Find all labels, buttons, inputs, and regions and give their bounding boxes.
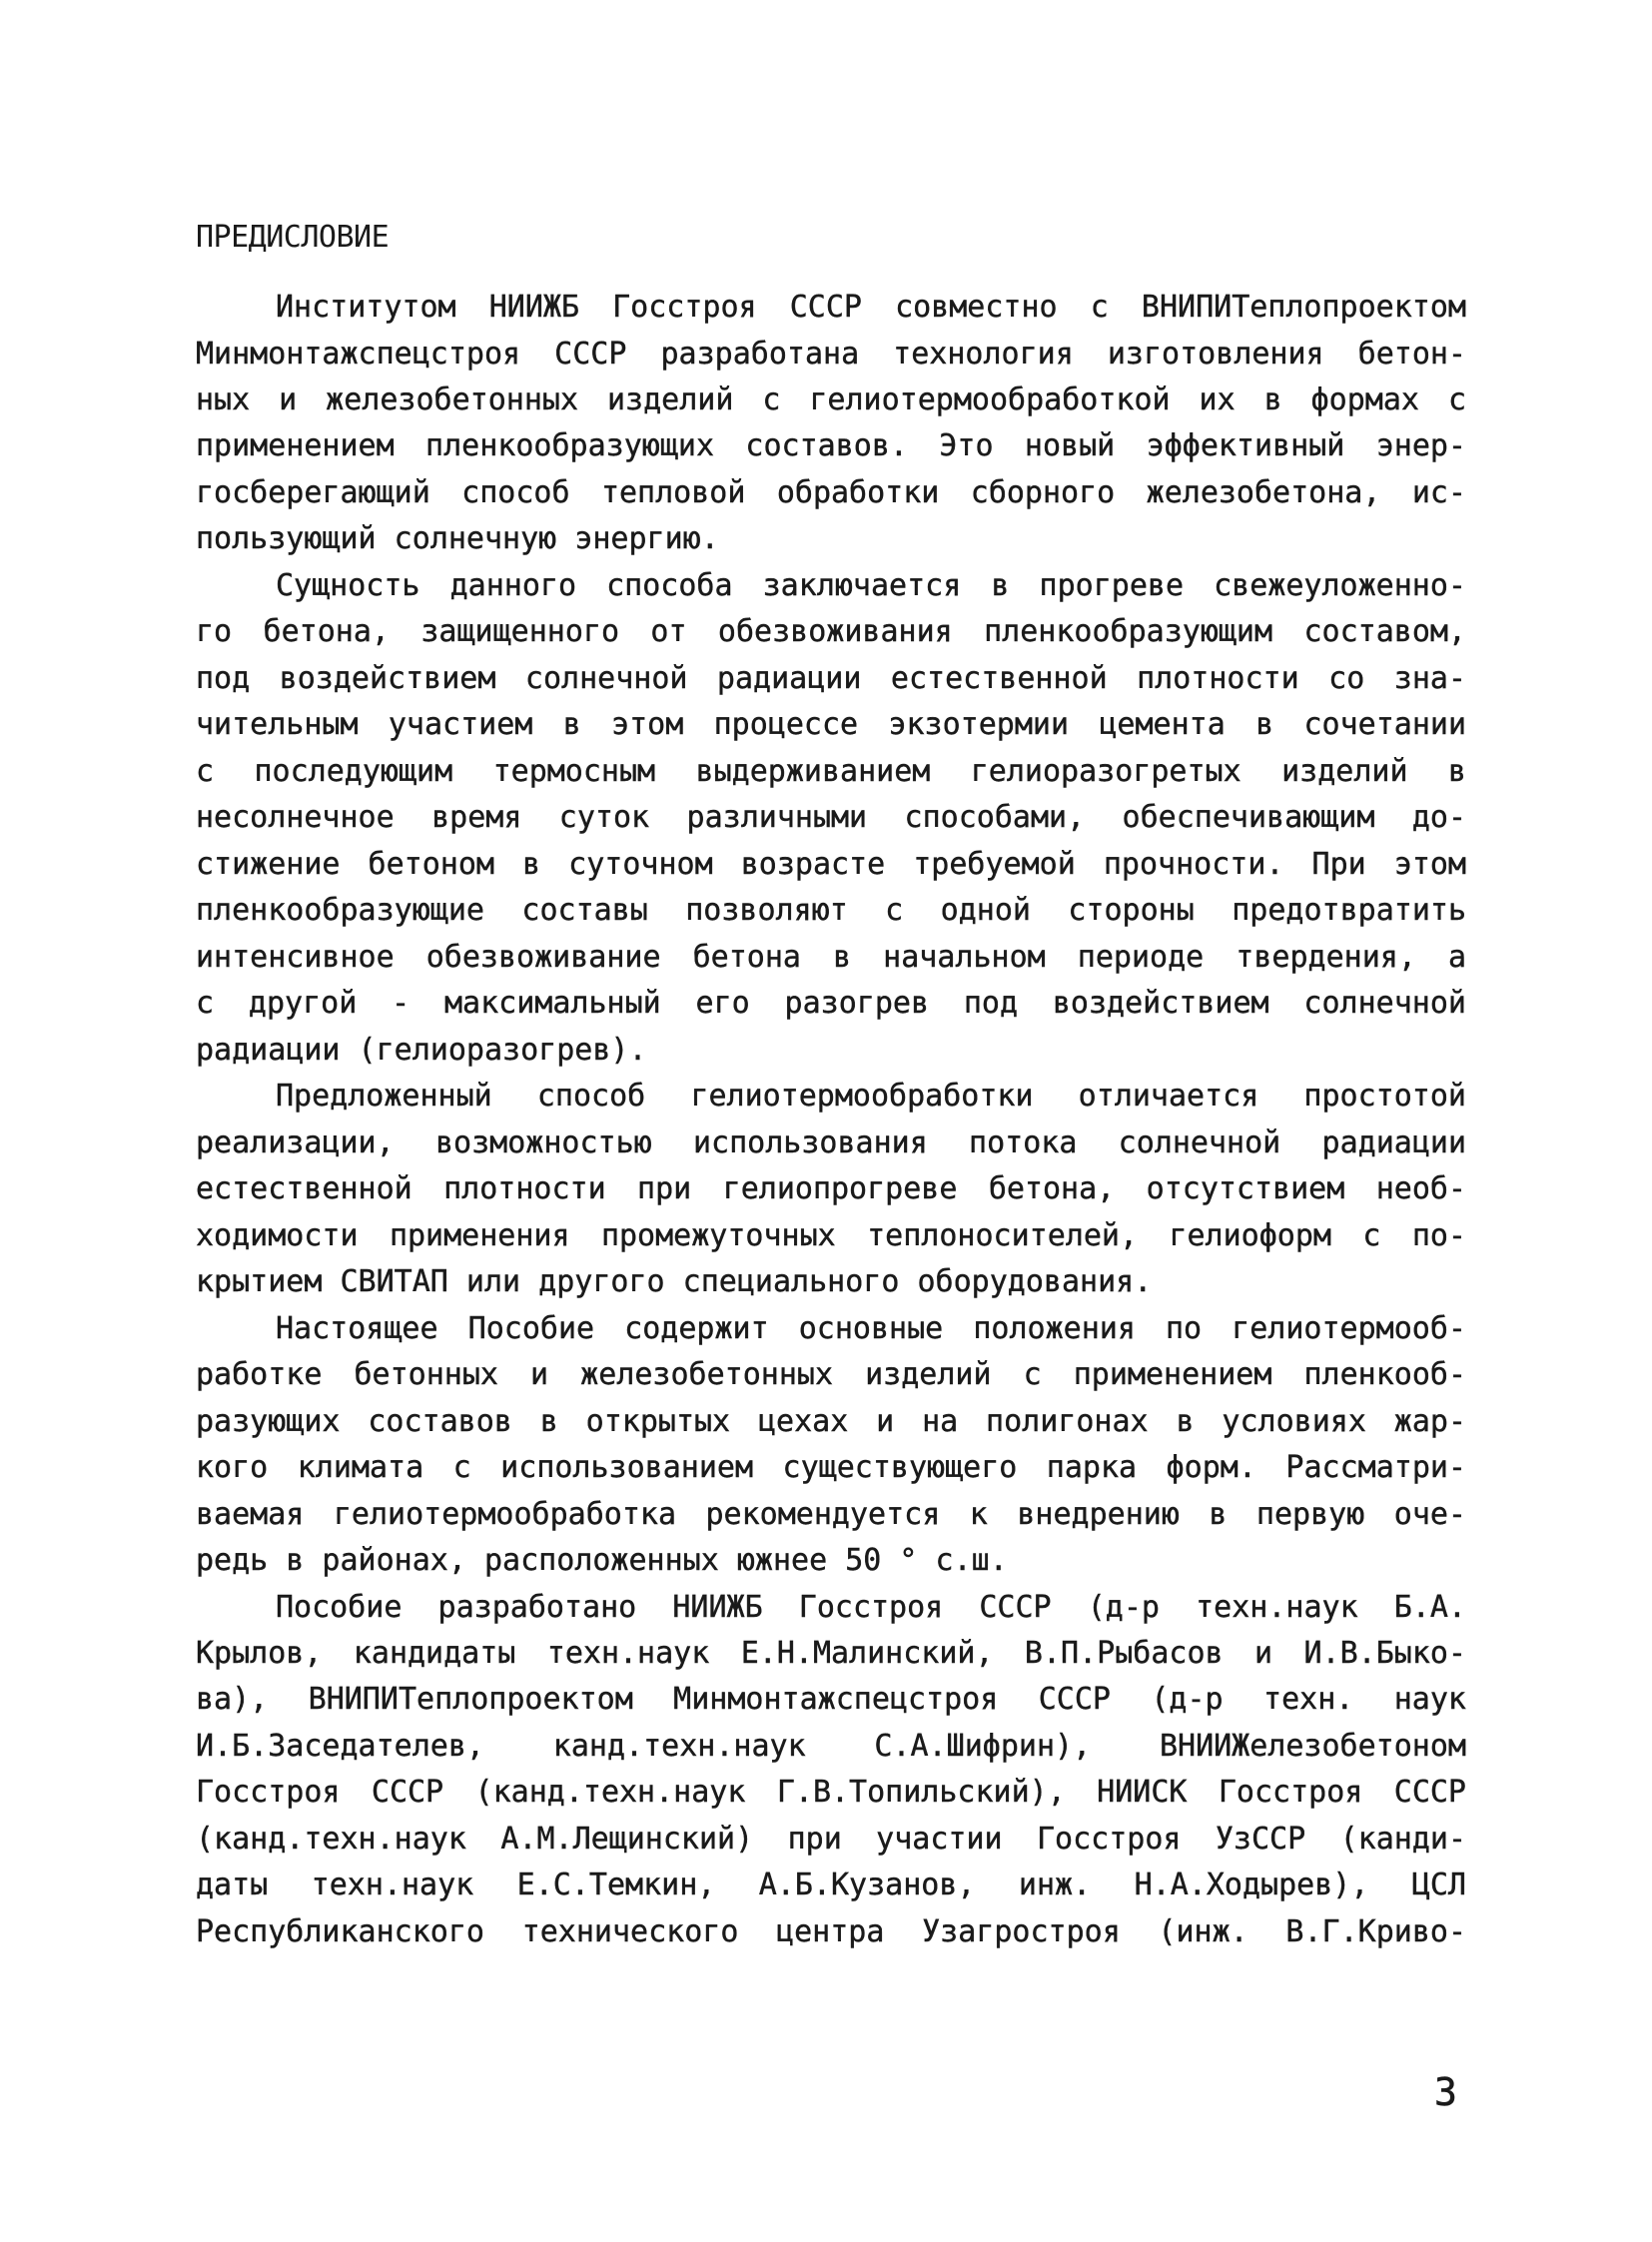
text-line: с другой - максимальный его разогрев под воздействием солнечной [196, 986, 1466, 1022]
text-line: реализации, возможностью использования потока солнечной радиации [196, 1124, 1466, 1160]
text-line: пользующий солнечную энергию. [196, 521, 719, 557]
text-line: И.Б.Заседателев, канд.техн.наук С.А.Шифрин), ВНИИЖелезобетоном [196, 1728, 1466, 1764]
text-line: Республиканского технического центра Узагростроя (инж. В.Г.Криво- [196, 1913, 1466, 1949]
text-line: Крылов, кандидаты техн.наук Е.Н.Малинский, В.П.Рыбасов и И.В.Быко- [196, 1636, 1466, 1671]
text-line: крытием СВИТАП или другого специального оборудования. [196, 1264, 1153, 1300]
text-line: даты техн.наук Е.С.Темкин, А.Б.Кузанов, инж. Н.А.Ходырев), ЦСЛ [196, 1868, 1466, 1903]
text-line: Предложенный способ гелиотермообработки отличается простотой [276, 1079, 1466, 1115]
section-heading: ПРЕДИСЛОВИЕ [196, 220, 390, 255]
text-line: редь в районах, расположенных южнее 50 ° с.ш. [196, 1543, 1008, 1578]
text-line: Госстроя СССР (канд.техн.наук Г.В.Топильский), НИИСК Госстроя СССР [196, 1775, 1466, 1811]
text-line: Настоящее Пособие содержит основные положения по гелиотермооб- [276, 1310, 1466, 1346]
page-number: 3 [1434, 2070, 1457, 2114]
text-line: чительным участием в этом процессе экзотермии цемента в сочетании [196, 707, 1466, 743]
text-line: кого климата с использованием существующего парка форм. Рассматри- [196, 1450, 1466, 1485]
text-line: ваемая гелиотермообработка рекомендуется к внедрению в первую оче- [196, 1496, 1466, 1532]
text-line: ходимости применения промежуточных теплоносителей, гелиоформ с по- [196, 1217, 1466, 1253]
text-line: (канд.техн.наук А.М.Лещинский) при участии Госстроя УзССР (канди- [196, 1821, 1466, 1857]
text-line: с последующим термосным выдерживанием гелиоразогретых изделий в [196, 753, 1466, 789]
text-line: ва), ВНИПИТеплопроектом Минмонтажспецстроя СССР (д-р техн. наук [196, 1682, 1466, 1718]
text-line: Минмонтажспецстроя СССР разработана технология изготовления бетон- [196, 336, 1466, 372]
text-line: стижение бетоном в суточном возрасте требуемой прочности. При этом [196, 846, 1466, 882]
text-line: Сущность данного способа заключается в прогреве свежеуложенно- [276, 567, 1466, 603]
text-line: под воздействием солнечной радиации естественной плотности со зна- [196, 660, 1466, 696]
text-line: радиации (гелиоразогрев). [196, 1032, 647, 1068]
text-line: разующих составов в открытых цехах и на полигонах в условиях жар- [196, 1403, 1466, 1439]
text-line: госберегающий способ тепловой обработки сборного железобетона, ис- [196, 474, 1466, 510]
text-line: естественной плотности при гелиопрогреве бетона, отсутствием необ- [196, 1171, 1466, 1207]
text-line: ных и железобетонных изделий с гелиотермообработкой их в формах с [196, 382, 1466, 417]
text-line: несолнечное время суток различными способами, обеспечивающим до- [196, 800, 1466, 836]
text-line: интенсивное обезвоживание бетона в начальном периоде твердения, а [196, 939, 1466, 975]
text-line: Институтом НИИЖБ Госстроя СССР совместно с ВНИПИТеплопроектом [276, 290, 1466, 325]
text-line: Пособие разработано НИИЖБ Госстроя СССР (д-р техн.наук Б.А. [276, 1589, 1466, 1625]
text-line: применением пленкообразующих составов. Это новый эффективный энер- [196, 428, 1466, 464]
text-line: пленкообразующие составы позволяют с одной стороны предотвратить [196, 893, 1466, 929]
text-line: работке бетонных и железобетонных изделий с применением пленкооб- [196, 1357, 1466, 1393]
text-line: го бетона, защищенного от обезвоживания пленкообразующим составом, [196, 614, 1466, 650]
